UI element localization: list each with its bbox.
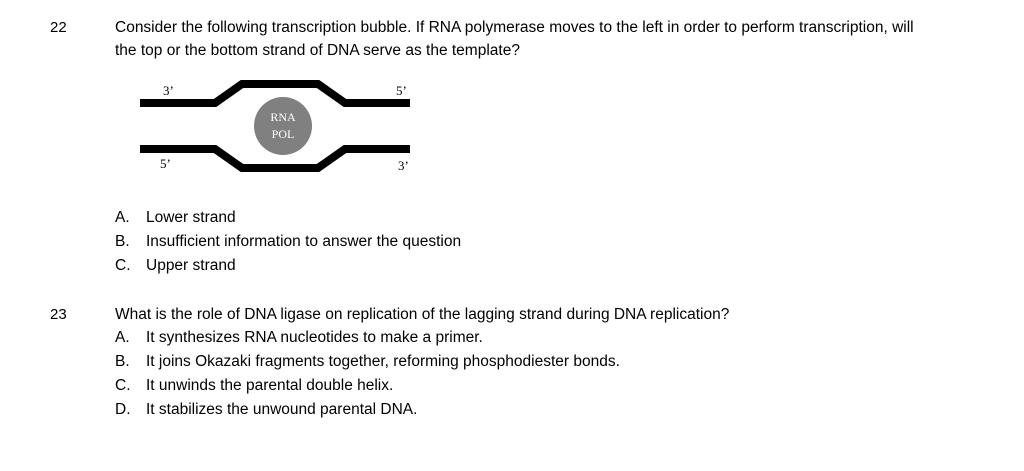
question-22-number: 22 [50, 19, 67, 36]
option-letter: D. [115, 401, 131, 418]
option-text: It unwinds the parental double helix. [146, 377, 394, 394]
rna-polymerase [254, 97, 312, 155]
transcription-bubble-diagram [140, 78, 430, 188]
top-right-end-label: 5’ [396, 83, 407, 98]
option-letter: C. [115, 257, 131, 274]
question-23-number: 23 [50, 306, 67, 323]
option-letter: A. [115, 209, 130, 226]
question-22-option-b[interactable] [115, 230, 461, 254]
question-23-options [115, 326, 620, 422]
question-22-text: Consider the following transcription bubble. If RNA polymerase moves to the left in order to perform transcription, will the top or the bottom strand of DNA serve as the template? [115, 19, 914, 59]
polymerase-label-line2: POL [271, 127, 295, 141]
option-letter: C. [115, 377, 131, 394]
bottom-left-end-label: 5’ [160, 156, 171, 171]
option-letter: B. [115, 353, 130, 370]
option-text: Lower strand [146, 209, 236, 226]
option-text: Upper strand [146, 257, 236, 274]
question-22-option-c[interactable] [115, 254, 461, 278]
question-23-option-a[interactable] [115, 326, 620, 350]
top-left-end-label: 3’ [163, 83, 174, 98]
option-text: It joins Okazaki fragments together, reforming phosphodiester bonds. [146, 353, 620, 370]
option-text: It stabilizes the unwound parental DNA. [146, 401, 418, 418]
option-text: Insufficient information to answer the question [146, 233, 462, 250]
question-22-options [115, 206, 461, 278]
option-letter: A. [115, 329, 130, 346]
bottom-right-end-label: 3’ [398, 158, 409, 173]
option-text: It synthesizes RNA nucleotides to make a primer. [146, 329, 483, 346]
question-23-option-c[interactable] [115, 374, 620, 398]
polymerase-label-line1: RNA [270, 110, 296, 124]
option-letter: B. [115, 233, 130, 250]
question-22-option-a[interactable] [115, 206, 461, 230]
question-23-option-d[interactable] [115, 398, 620, 422]
question-23-text: What is the role of DNA ligase on replication of the lagging strand during DNA replication? [115, 306, 730, 323]
question-23-option-b[interactable] [115, 350, 620, 374]
